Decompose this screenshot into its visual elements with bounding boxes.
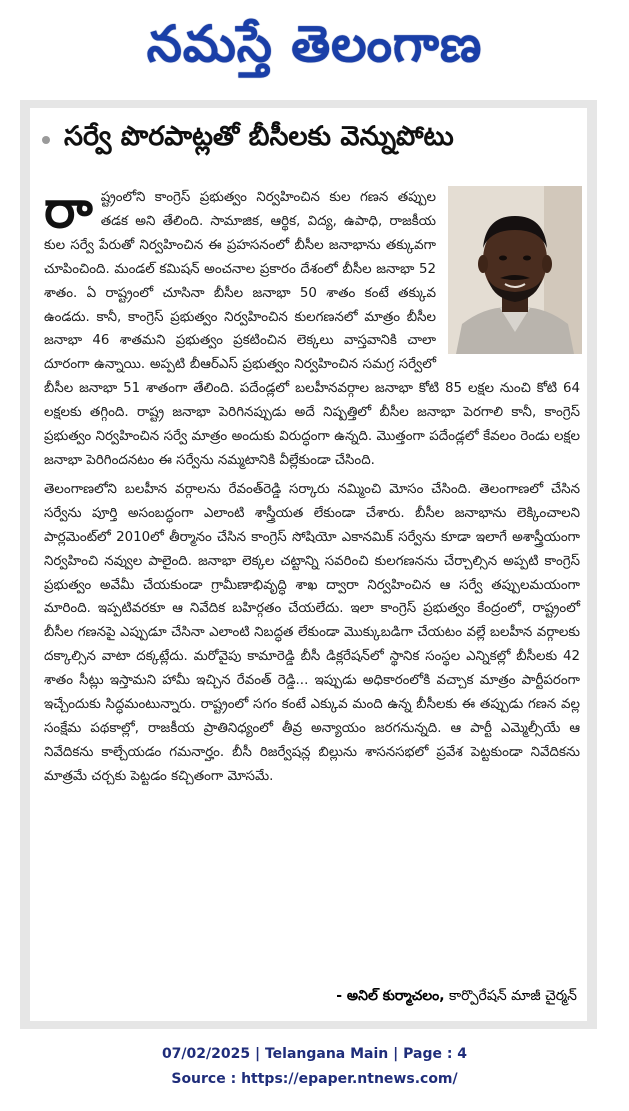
article-headline: సర్వే పొరపాట్లతో బీసీలకు వెన్నుపోటు: [64, 121, 454, 152]
footer-date-edition: 07/02/2025 | Telangana Main | Page : 4: [161, 1046, 468, 1062]
photo-spacer: [436, 186, 580, 362]
paragraph-1: [44, 180, 580, 473]
headline-row: [42, 120, 577, 160]
byline-author: - అనిల్ కుర్మాచలం,: [336, 988, 445, 1004]
byline: [336, 988, 577, 1007]
masthead: [0, 0, 629, 100]
byline-role: కార్పొరేషన్ మాజీ చైర్మన్: [449, 988, 577, 1004]
paragraph-2: తెలంగాణలోని బలహీన వర్గాలను రేవంత్‌రెడ్డి సర్కారు నమ్మించి మోసం చేసింది. తెలంగాణలో చేసిన సర్వేను పూర్తి అసంబద్ధంగా ఎలాంటి శాస్త్రీయత లేకుండా చేశారు. బీసీల జనాభాను లెక్కించాలని పార్లమెంట్‌లో 2010లో తీర్మానం చేసిన కాంగ్రెస్ సోషియో ఎకానమిక్ సర్వేను కూడా ఇలాగే అశాస్త్రీయంగా నిర్వహించి నవ్వుల పాలైంది. జనాభా లెక్కల చట్టాన్ని సవరించి కులగణనను చేర్చాల్సిన అప్పటి కాంగ్రెస్ ప్రభుత్వం అవేమీ చేయకుండా గ్రామీణాభివృద్ధి శాఖ ద్వారా నిర్వహించిన ఆ సర్వే తప్పులమయంగా మారింది. ఇప్పటివరకూ ఆ నివేదిక బహిర్గతం చేయలేదు. ఇలా కాంగ్రెస్ ప్రభుత్వం కేంద్రంలో, రాష్ట్రంలో బీసీల గణనపై ఎప్పుడూ చేసినా ఎలాంటి నిబద్ధత లేకుండా మొక్కుబడిగా చేయటం వల్లే బలహీన వర్గాలకు దక్కాల్సిన వాటా దక్కట్లేదు. మరోవైపు కామారెడ్డి బీసీ డిక్లరేషన్‌లో స్థానిక సంస్థల ఎన్నికల్లో బీసీలకు 42 శాతం సీట్లు ఇస్తామని హామీ ఇచ్చిన రేవంత్ రెడ్డి... ఇప్పుడు అధికారంలోకి వచ్చాక మాత్రం పార్టీపరంగా ఇచ్చేందుకు సిద్ధమంటున్నారు. రాష్ట్రంలో సగం కంటే ఎక్కువ మంది ఉన్న బీసీలకు ఈ తప్పుడు గణన వల్ల సంక్షేమ పథకాల్లో, రాజకీయ ప్రాతినిధ్యంలో తీవ్ర అన్యాయం జరగనున్నది. ఆ పార్టీ ఎమ్మెల్సీయే ఆ నివేదికను కాల్చేయడం గమనార్హం. బీసీ రిజర్వేషన్ల బిల్లును శాసనసభలో ప్రవేశ పెట్టకుండా నివేదికను మాత్రమే చర్చకు పెట్టడం కచ్చితంగా మోసమే.: [44, 481, 580, 784]
paragraph-1-text: ష్ట్రంలోని కాంగ్రెస్ ప్రభుత్వం నిర్వహించిన కుల గణన తప్పుల తడక అని తేలింది. సామాజిక, ఆర్థిక, విద్య, ఉపాధి, రాజకీయ కుల సర్వే పేరుతో నిర్వహించిన ఈ ప్రహసనంలో బీసీల జనాభాను తక్కువగా చూపించింది. మండల్ కమిషన్ అంచనాల ప్రకారం దేశంలో బీసీల జనాభా 52 శాతం. ఏ రాష్ట్రంలో చూసినా బీసీల జనాభా 50 శాతం కంటే తక్కువ ఉండదు. కానీ, కాంగ్రెస్ ప్రభుత్వం నిర్వహించిన కులగణనలో మాత్రం బీసీల జనాభా 46 శాతమని ప్రభుత్వం ప్రకటించిన లెక్కలు వాస్తవానికి చాలా దూరంగా ఉన్నాయి. అప్పటి బీఆర్ఎస్ ప్రభుత్వం నిర్వహించిన సమగ్ర సర్వేలో బీసీల జనాభా 51 శాతంగా తేలింది. పదేండ్లలో బలహీనవర్గాల జనాభా కోటి 85 లక్షల నుంచి కోటి 64 లక్షలకు తగ్గింది. రాష్ట్ర జనాభా పెరిగినప్పుడు అదే నిష్పత్తిలో బీసీల జనాభా పెరగాలి కానీ, కాంగ్రెస్ ప్రభుత్వం నిర్వహించిన సర్వే మాత్రం అందుకు విరుద్ధంగా ఉన్నది. మొత్తంగా పదేండ్లలో కేవలం రెండు లక్షల జనాభా పెరిగిందనటం ఈ సర్వేను నమ్మటానికి వీల్లేకుండా చేసింది.: [44, 190, 580, 468]
article-body: [44, 180, 580, 789]
masthead-logo: నమస్తే తెలంగాణ: [146, 14, 483, 73]
footer-source: Source : https://epaper.ntnews.com/: [171, 1071, 458, 1087]
clipping-panel: [20, 100, 597, 1029]
drop-cap: రా: [44, 180, 93, 240]
article-card: [30, 108, 587, 1021]
bullet-icon: [42, 136, 50, 144]
